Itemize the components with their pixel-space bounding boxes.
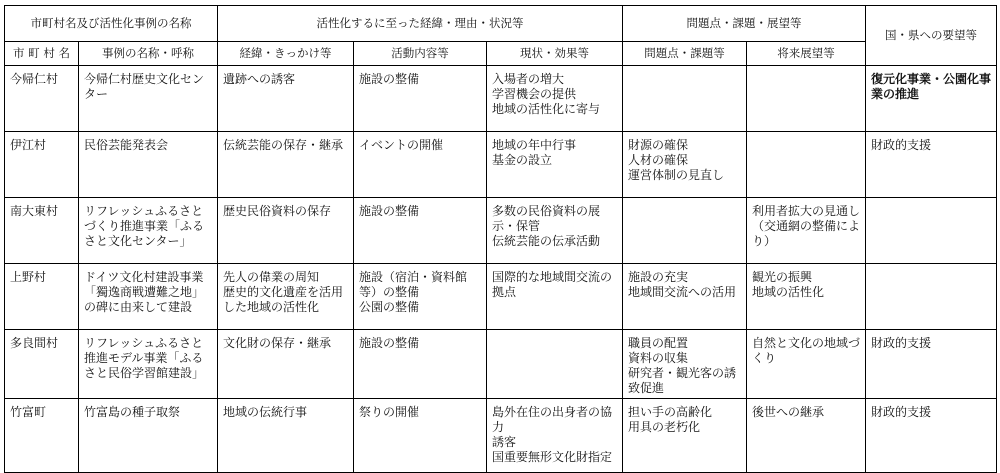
cell-activity: 施設（宿泊・資料館等）の整備 公園の整備: [354, 264, 487, 330]
header-background: 経緯・きっかけ等: [218, 42, 354, 66]
cell-activity: 施設の整備: [354, 198, 487, 264]
cell-municipality: 上野村: [5, 264, 79, 330]
cell-case-name: リフレッシュふるさとづくり推進事業「ふるさと文化センター」: [79, 198, 218, 264]
case-table: [4, 5, 997, 473]
cell-outlook: 自然と文化の地域づくり: [747, 330, 866, 399]
cell-problems: [623, 66, 747, 132]
cell-effects: 国際的な地域間交流の拠点: [487, 264, 623, 330]
header-case-name: 事例の名称・呼称: [79, 42, 218, 66]
cell-case-name: 民俗芸能発表会: [79, 132, 218, 198]
cell-municipality: 南大東村: [5, 198, 79, 264]
header-background-group: 活性化するに至った経緯・理由・状況等: [218, 6, 623, 42]
cell-background: 伝統芸能の保存・継承: [218, 132, 354, 198]
cell-requests: 財政的支援: [866, 399, 997, 473]
cell-municipality: 多良間村: [5, 330, 79, 399]
header-issues-group: 問題点・課題・展望等: [623, 6, 866, 42]
cell-requests: 財政的支援: [866, 132, 997, 198]
cell-activity: 施設の整備: [354, 66, 487, 132]
cell-municipality: 伊江村: [5, 132, 79, 198]
header-municipality: 市 町 村 名: [5, 42, 79, 66]
cell-background: 文化財の保存・継承: [218, 330, 354, 399]
cell-requests: [866, 198, 997, 264]
cell-case-name: ドイツ文化村建設事業「獨逸商戦遭難之地」の碑に由来して建設: [79, 264, 218, 330]
cell-problems: 財源の確保 人材の確保 運営体制の見直し: [623, 132, 747, 198]
header-problems: 問題点・課題等: [623, 42, 747, 66]
cell-problems: 担い手の高齢化 用具の老朽化: [623, 399, 747, 473]
group-header-row: [5, 6, 997, 42]
cell-requests: [866, 264, 997, 330]
cell-activity: 祭りの開催: [354, 399, 487, 473]
cell-requests: 復元化事業・公園化事業の推進: [866, 66, 997, 132]
header-activity: 活動内容等: [354, 42, 487, 66]
header-municipality-group: 市町村名及び活性化事例の名称: [5, 6, 218, 42]
sub-header-row: [5, 42, 997, 66]
cell-effects: 島外在住の出身者の協力 誘客 国重要無形文化財指定: [487, 399, 623, 473]
table-row: [5, 66, 997, 132]
cell-outlook: 観光の振興 地域の活性化: [747, 264, 866, 330]
cell-effects: [487, 330, 623, 399]
cell-outlook: [747, 132, 866, 198]
cell-municipality: 今帰仁村: [5, 66, 79, 132]
header-requests: 国・県への要望等: [866, 6, 997, 66]
cell-municipality: 竹富町: [5, 399, 79, 473]
header-effects: 現状・効果等: [487, 42, 623, 66]
cell-case-name: リフレッシュふるさと推進モデル事業「ふるさと民俗学習館建設」: [79, 330, 218, 399]
cell-activity: イベントの開催: [354, 132, 487, 198]
cell-effects: 多数の民俗資料の展示・保管 伝統芸能の伝承活動: [487, 198, 623, 264]
cell-outlook: 後世への継承: [747, 399, 866, 473]
cell-effects: 入場者の増大 学習機会の提供 地域の活性化に寄与: [487, 66, 623, 132]
cell-problems: 職員の配置 資料の収集 研究者・観光客の誘致促進: [623, 330, 747, 399]
cell-background: 歴史民俗資料の保存: [218, 198, 354, 264]
cell-case-name: 今帰仁村歴史文化センター: [79, 66, 218, 132]
cell-problems: 施設の充実 地域間交流への活用: [623, 264, 747, 330]
cell-outlook: [747, 66, 866, 132]
table-row: [5, 198, 997, 264]
cell-effects: 地域の年中行事 基金の設立: [487, 132, 623, 198]
cell-background: 遺跡への誘客: [218, 66, 354, 132]
cell-problems: [623, 198, 747, 264]
cell-background: 先人の偉業の周知 歴史的文化遺産を活用した地域の活性化: [218, 264, 354, 330]
table-row: [5, 264, 997, 330]
header-outlook: 将来展望等: [747, 42, 866, 66]
cell-requests: 財政的支援: [866, 330, 997, 399]
table-row: [5, 330, 997, 399]
cell-case-name: 竹富島の種子取祭: [79, 399, 218, 473]
table-row: [5, 132, 997, 198]
cell-background: 地域の伝統行事: [218, 399, 354, 473]
table-row: [5, 399, 997, 473]
cell-outlook: 利用者拡大の見通し（交通網の整備により）: [747, 198, 866, 264]
cell-activity: 施設の整備: [354, 330, 487, 399]
